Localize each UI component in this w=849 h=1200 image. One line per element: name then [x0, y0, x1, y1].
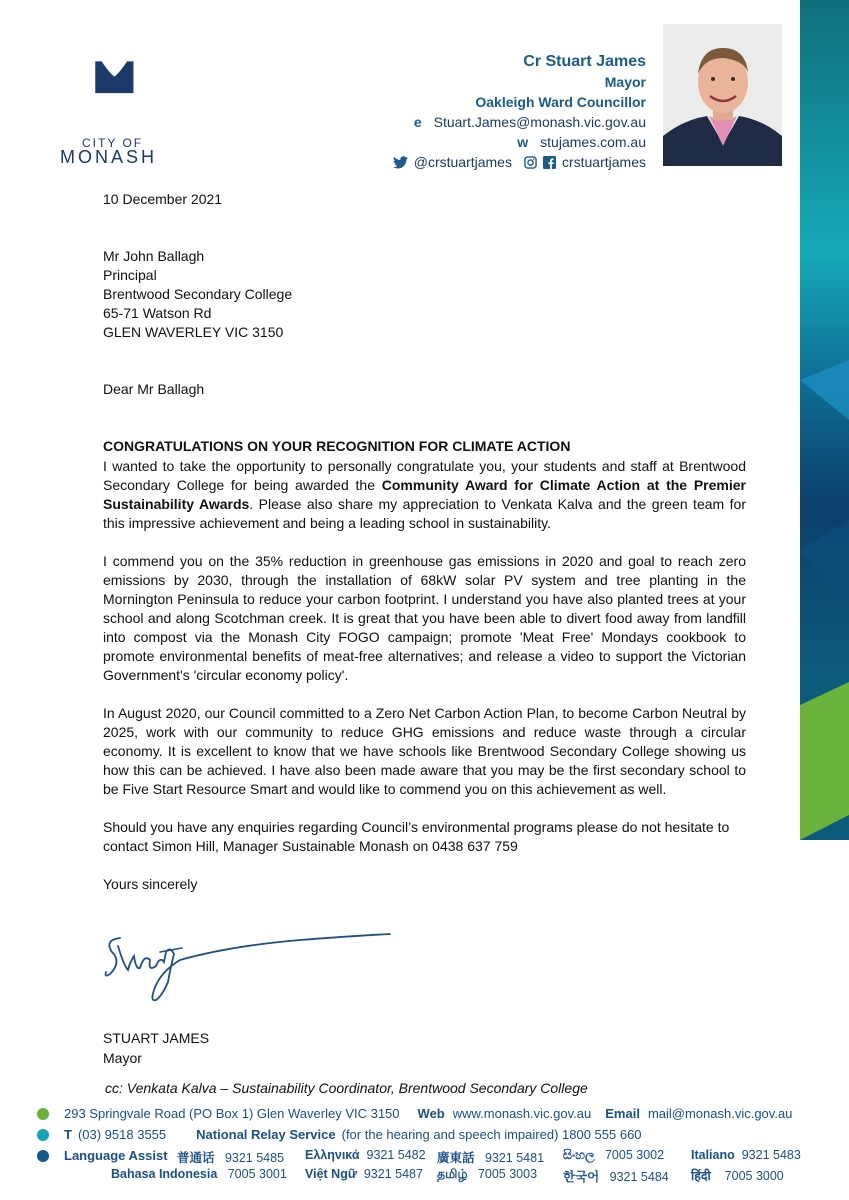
- recipient-line: Mr John Ballagh: [103, 248, 205, 264]
- signer-title: Mayor: [103, 1050, 142, 1066]
- paragraph-3: In August 2020, our Council committed to a Zero Net Carbon Action Plan, to become Carbon Neutral by 2025, work with our community to reduce GHG emissions and reduce waste through a circular economy. It is excellent to know that we have schools like Brentwood Secondary College showing us how this can be achieved. I have also been made aware that you may be the first secondary school to be Five Start Resource Smart and would like to commend you on this achievement as well.: [103, 705, 746, 797]
- language-entry: 한국어 9321 5484: [563, 1170, 669, 1184]
- recipient-line: Brentwood Secondary College: [103, 286, 293, 302]
- language-assist-label: Language Assist: [64, 1148, 168, 1163]
- cc-line: cc: Venkata Kalva – Sustainability Coordinator, Brentwood Secondary College: [105, 1080, 588, 1096]
- councillor-title: Oakleigh Ward Councillor: [475, 94, 646, 110]
- signer-block: [103, 1028, 209, 1068]
- mayor-portrait-photo: [663, 24, 782, 166]
- signer-name: STUART JAMES: [103, 1030, 210, 1046]
- footer-web-link[interactable]: www.monash.vic.gov.au: [452, 1106, 592, 1121]
- decorative-side-stripe: [800, 0, 849, 840]
- language-entry: हिंदी 7005 3000: [691, 1169, 784, 1183]
- language-entry: Bahasa Indonesia 7005 3001: [111, 1167, 287, 1181]
- footer-phone: (03) 9518 3555: [77, 1127, 167, 1142]
- letter-date: 10 December 2021: [103, 191, 223, 207]
- mayor-contact-block: [393, 52, 646, 172]
- recipient-line: Principal: [103, 267, 157, 283]
- paragraph-1: I wanted to take the opportunity to personally congratulate you, your students and staff at Brentwood Secondary College for being awarded the Community Award for Climate Action at the Premier Sustainability Awards. Please also share my appreciation to Venkata Kalva and the green team for this impressive achievement and being a leading school in sustainability.: [103, 458, 746, 531]
- social-handle[interactable]: crstuartjames: [561, 154, 646, 170]
- award-name: Community Award for Climate Action at the Premier Sustainability Awards: [103, 477, 746, 512]
- teal-bullet-icon: [37, 1129, 49, 1141]
- footer-phone-label: T: [64, 1127, 72, 1142]
- language-entry: Ελληνικά 9321 5482: [305, 1148, 426, 1162]
- twitter-handle[interactable]: @crstuartjames: [413, 154, 512, 170]
- logo-text-monash: MONASH: [60, 147, 158, 167]
- mayor-email-link[interactable]: Stuart.James@monash.vic.gov.au: [433, 114, 646, 130]
- footer-email-label: Email: [605, 1106, 640, 1121]
- letter-heading: CONGRATULATIONS ON YOUR RECOGNITION FOR CLIMATE ACTION: [103, 438, 571, 454]
- letter-body: [103, 190, 746, 894]
- language-entry: தமிழ் 7005 3003: [437, 1167, 538, 1181]
- language-entry: 廣東話 9321 5481: [437, 1151, 545, 1165]
- language-entry: 普通话 9321 5485: [177, 1151, 285, 1165]
- closing: Yours sincerely: [103, 876, 198, 892]
- language-entry: Italiano 9321 5483: [691, 1148, 801, 1162]
- paragraph-2: I commend you on the 35% reduction in greenhouse gas emissions in 2020 and goal to reach zero emissions by 2030, through the installation of 68kW solar PV system and tree planting in the Mornington Peninsula to reduce your carbon footprint. I understand you have also planted trees at your school and along Scotchman creek. It is great that you have been able to divert food away from landfill into compost via the Monash City FOGO campaign; promote 'Meat Free' Mondays cookbook to promote environmental benefits of meat-free alternatives; and release a video to support the Victorian Government's 'circular economy policy'.: [103, 553, 746, 683]
- language-entry: සිංහල 7005 3002: [563, 1148, 665, 1162]
- salutation: Dear Mr Ballagh: [103, 381, 205, 397]
- handwritten-signature: [100, 926, 400, 1006]
- green-bullet-icon: [37, 1108, 49, 1120]
- facebook-icon: [543, 156, 556, 169]
- mayor-website-link[interactable]: stujames.com.au: [540, 134, 646, 150]
- city-of-monash-logo: [60, 55, 170, 125]
- mayor-title: Mayor: [604, 74, 646, 90]
- language-entry: Việt Ngữ 9321 5487: [305, 1167, 423, 1181]
- footer-relay-info: (for the hearing and speech impaired) 1800 555 660: [341, 1127, 642, 1142]
- instagram-icon: [524, 156, 537, 169]
- recipient-line: 65-71 Watson Rd: [103, 305, 212, 321]
- footer-web-label: Web: [417, 1106, 445, 1121]
- recipient-address: [103, 247, 746, 342]
- recipient-line: GLEN WAVERLEY VIC 3150: [103, 324, 284, 340]
- paragraph-4: Should you have any enquiries regarding Council’s environmental programs please do not hesitate to contact Simon Hill, Manager Sustainable Monash on 0438 637 759: [103, 819, 730, 854]
- footer-address: 293 Springvale Road (PO Box 1) Glen Waverley VIC 3150: [64, 1106, 400, 1121]
- footer-email-link[interactable]: mail@monash.vic.gov.au: [647, 1106, 793, 1121]
- twitter-icon: [393, 156, 408, 169]
- footer-relay-label: National Relay Service: [196, 1127, 336, 1142]
- blue-bullet-icon: [37, 1150, 49, 1162]
- logo-text-city-of: CITY OF: [82, 136, 144, 150]
- mayor-name: Cr Stuart James: [523, 53, 646, 70]
- web-label: w: [517, 134, 529, 150]
- email-label: e: [413, 114, 422, 130]
